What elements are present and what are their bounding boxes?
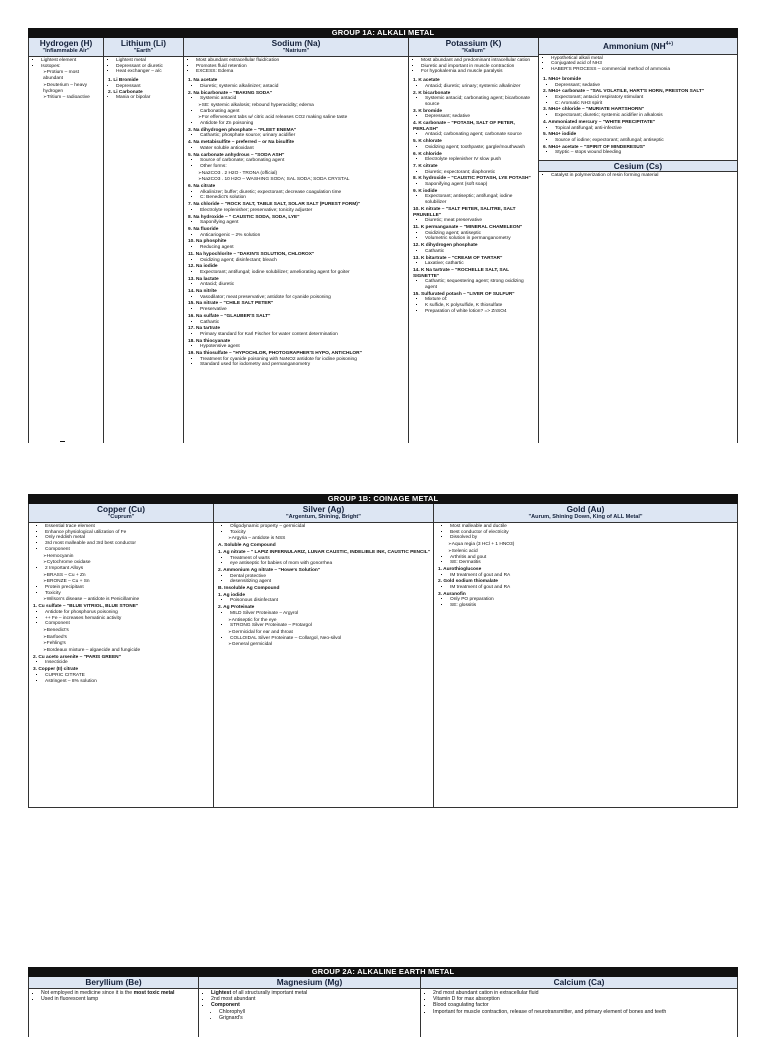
list-item: ▪ Best conductor of electricity	[450, 530, 734, 536]
list-item: ▪ eye antiseptic for babies of mom with gonorrhea	[230, 561, 430, 567]
list-item: ▪ Antacid; diuretic	[200, 282, 405, 288]
group-1b-section	[28, 494, 738, 808]
list-item: 6. K chloride	[413, 151, 442, 157]
group-1a-banner: GROUP 1A: ALKALI METAL	[28, 28, 738, 38]
list-item: 3. K bromide	[413, 108, 443, 114]
list-item: ▪ Cathartic	[200, 320, 405, 326]
cesium-body	[539, 172, 737, 179]
list-item: 7. Na chloride – "ROCK SALT, TABLE SALT, SOLAR SALT (PUREST FORM)"	[188, 202, 361, 208]
list-item: ▪ Antidote for Zn poisoning	[200, 121, 405, 127]
calcium-body	[421, 989, 737, 1015]
list-item: ▪ 2nd most abundant cation in extracellular fluid	[433, 990, 734, 996]
list-item: ➢ BRONZE – Cu + Sn	[43, 578, 210, 585]
list-item: ▪ ++ Fe – increases hematinic activity	[45, 616, 210, 622]
cesium-header: Cesium (Cs)	[539, 160, 737, 172]
sodium-subtitle: "Natrium"	[282, 48, 310, 54]
list-item: ➢ SE: systemic alkalosis; rebound hyperacidity; edema	[198, 102, 405, 109]
list-item: 18. Na thiocyanate	[188, 338, 231, 344]
list-item: ▪ Source of iodine; expectorant; antifungal; antiseptic	[555, 138, 734, 144]
list-item: ▪ Toxicity	[230, 530, 430, 536]
lithium-header	[104, 38, 183, 57]
list-item: ▪ 2nd most abundant	[211, 996, 417, 1002]
hydrogen-column	[29, 38, 104, 443]
list-item: ▪ Oligodynamic property – germicidal	[230, 524, 430, 530]
list-item: 5. Na carbonate anhydrous – "SODA ASH"	[188, 152, 285, 158]
list-item: ▪ Treatment of warts	[230, 556, 430, 562]
beryllium-name: Beryllium (Be)	[85, 977, 142, 987]
list-item: 2. Ammonium Ag nitrate – "Howe's Solution"	[218, 567, 321, 573]
list-item: ➢ Hemocyanin	[43, 553, 210, 560]
list-item: ▪ Oxidizing agent; antiseptic	[425, 231, 535, 237]
list-item: 2. Li Carbonate	[108, 89, 143, 95]
calcium-name: Calcium (Ca)	[553, 977, 605, 987]
list-item: ▪ Protein precipitant	[45, 585, 210, 591]
gold-header	[434, 504, 737, 523]
list-item: ▪ Electrolyte replenisher IV slow push	[425, 157, 535, 163]
lithium-body	[104, 57, 183, 101]
list-item: ▪ Primary standard for Karl Fischer for water content determination	[200, 332, 405, 338]
list-item: 1. Aurothioglucose	[438, 566, 482, 572]
lithium-column	[104, 38, 184, 443]
list-item: ▪ Expectorant; antacid respiratory stimulant	[555, 95, 734, 101]
list-item: ▪ Preparation of white lotion? => ZnSO4	[425, 309, 535, 315]
copper-subtitle: "Cuprum"	[107, 514, 135, 520]
list-item: ▪ Styptic – stops wound bleeding	[555, 150, 734, 156]
list-item: ▪ Conjugated acid of NH3	[551, 61, 734, 67]
list-item: 13. K bitartrate – "CREAM OF TARTAR"	[413, 255, 503, 261]
list-item: ▪ Toxicity	[45, 591, 210, 597]
list-item: 8. Na hydroxide – " CAUSTIC SODA, SODA, LYE"	[188, 214, 300, 220]
sodium-column	[184, 38, 409, 443]
group-1b-banner: GROUP 1B: COINAGE METAL	[28, 494, 738, 504]
group-1b-grid	[28, 504, 738, 808]
list-item: 17. Na tartrate	[188, 326, 220, 332]
ammonium-body	[539, 55, 737, 156]
list-item: A. Soluble Ag Compound	[218, 543, 276, 549]
list-item: ▪ MILD Silver Proteinate – Argyrol	[230, 611, 430, 617]
list-item: ➢ Deuterium – heavy hydrogen	[43, 82, 100, 94]
list-item: ▪ Catalyst in polymerization of resin forming material	[551, 173, 734, 179]
list-item: ▪ Important for muscle contraction, release of neurotransmitter, and primary element of bones and teeth	[433, 1009, 734, 1015]
gold-column	[434, 504, 737, 807]
magnesium-body	[199, 989, 420, 1021]
copper-column	[29, 504, 214, 807]
list-item: ▪ Insecticide	[45, 660, 210, 666]
potassium-column	[409, 38, 539, 443]
gold-body	[434, 523, 737, 609]
silver-subtitle: "Argentum, Shining, Bright"	[286, 514, 361, 520]
group-2a-banner: GROUP 2A: ALKALINE EARTH METAL	[28, 967, 738, 977]
list-item: ▪ Volumetric solution in permanganometry	[425, 236, 535, 242]
potassium-body	[409, 57, 538, 315]
list-item: ▪ EXCESS: Edema	[196, 69, 405, 75]
list-item: ▪ Vitamin D for max absorption	[433, 996, 734, 1002]
list-item: ▪ IM treatment of gout and RA	[450, 573, 734, 579]
list-item: 4. K carbonate – "POTASH, SALT OF PETER, PERLASH"	[413, 121, 515, 132]
list-item: ▪ Blood coagulating factor	[433, 1002, 734, 1008]
calcium-header	[421, 977, 737, 989]
list-item: ▪ Most abundant extracellular fluid/cation	[196, 58, 405, 64]
hydrogen-body	[29, 57, 103, 101]
list-item: 11. Na hypochlorite – "DAKIN'S SOLUTION, CHLOROX"	[188, 251, 315, 257]
list-item: 2. Cu aceto arsenite – "PARIS GREEN"	[33, 654, 121, 660]
list-item: • Mania or bipolar	[116, 95, 180, 101]
potassium-name: Potassium (K)	[445, 38, 502, 48]
list-item: ➢ Barfoed's	[43, 634, 210, 641]
list-item: ▪ Component	[45, 621, 210, 627]
list-item: ▪ Reducing agent	[200, 245, 405, 251]
list-item: ▪ Water soluble antioxidant	[200, 146, 405, 152]
list-item: 3. Na dihydrogen phosphate – "FLEET ENEMA"	[188, 127, 297, 133]
magnesium-column	[199, 977, 421, 1037]
list-item: 3. NH4+ chloride – "MURIATE HARTSHORN"	[543, 107, 645, 113]
copper-header	[29, 504, 213, 523]
list-item: ▪ 3rd most malleable and 3rd best conductor	[45, 541, 210, 547]
silver-column	[214, 504, 434, 807]
list-item: ▪ HABER'S PROCESS – commercial method of ammonia	[551, 67, 734, 73]
list-item: ▪ Lightest metal	[116, 58, 180, 64]
list-item: ▪ Topical antifungal; anti-infective	[555, 126, 734, 132]
list-item: ➢ Tritium – radioactive	[43, 94, 100, 101]
ammonium-name	[539, 40, 737, 51]
copper-name: Copper (Cu)	[97, 504, 145, 514]
list-item: 12. K dihydrogen phosphate	[413, 243, 478, 249]
silver-body	[214, 523, 433, 648]
list-item: 3. Auranofin	[438, 591, 466, 597]
list-item: ▪ K sulfide, K polysulfide, K thiosulfate	[425, 303, 535, 309]
list-item: ➢ Protium – most abundant	[43, 69, 100, 81]
stray-dash	[60, 441, 65, 442]
list-item: 5. K chlorate	[413, 139, 442, 145]
list-item: ▪ Only PO preparation	[450, 597, 734, 603]
list-item: ▪ 2 Important Alloys	[45, 566, 210, 572]
hydrogen-header	[29, 38, 103, 57]
list-item: ➢ Na2CO3 . 10 H2O – WASHING SODA; SAL SODA; SODA CRYSTAL	[198, 176, 405, 183]
list-item: ▪ Diuretic and important in muscle contraction	[421, 64, 535, 70]
beryllium-header	[29, 977, 198, 989]
list-item: ➢ For effervescent tabs w/ citric acid releases CO2 making saline taste	[198, 114, 405, 121]
sodium-body	[184, 57, 408, 368]
list-item: ▪ Standard used for iodometry and permanganometry	[200, 362, 405, 368]
list-item: ▪ Component	[45, 547, 210, 553]
list-item: ▪ Expectorant; antiseptic; antifungal; iodine solubilizer	[425, 194, 535, 205]
list-item: ▪ Not employed in medicine since it is the most toxic metal	[41, 990, 195, 996]
gold-subtitle: "Aurum, Shining Down, King of ALL Metal"	[528, 514, 643, 520]
list-item: 1. K acetate	[413, 78, 440, 84]
list-item: ▪ Depressant; sedative	[425, 114, 535, 120]
list-item: 11. K permanganate – "MINERAL CHAMELEON"	[413, 224, 523, 230]
list-item: ▪ Most malleable and ductile	[450, 524, 734, 530]
list-item: ▪ Used in fluorescent lamp	[41, 996, 195, 1002]
copper-body	[29, 523, 213, 684]
list-item: 2. Ag Proteinate	[218, 605, 255, 611]
lithium-subtitle: "Earth"	[133, 48, 154, 54]
list-item: • Depressant	[116, 84, 180, 90]
beryllium-column	[29, 977, 199, 1037]
list-item: ▪ Cathartic; sequestering agent; strong oxidizing agent	[425, 279, 535, 290]
list-item: 2. Gold sodium thiomalate	[438, 579, 498, 585]
list-item: ▪ Diuretic; systemic alkalinizer; antacid	[200, 84, 405, 90]
list-item: ➢ BRASS – Cu + Zn	[43, 572, 210, 579]
list-item: ▪ Laxative; cathartic	[425, 261, 535, 267]
list-item: ▪ C: Aromatic NH3 spirit	[555, 101, 734, 107]
list-item: ➢ Fehling's	[43, 640, 210, 647]
list-item: ➢ Cytochrome oxidase	[43, 559, 210, 566]
list-item: 3. Copper (II) citrate	[33, 667, 79, 673]
list-item: ▪ Other forms:	[200, 164, 405, 170]
list-item: ▪ Component	[211, 1002, 417, 1008]
list-item: ▪ Lightest element	[41, 58, 100, 64]
list-item: 9. K iodide	[413, 188, 438, 194]
list-item: 4. Ammoniated mercury – "WHITE PRECIPITATE"	[543, 119, 656, 125]
gold-name: Gold (Au)	[566, 504, 605, 514]
magnesium-header	[199, 977, 420, 989]
list-item: 1. Ag iodide	[218, 592, 246, 598]
list-item: 1. Cu sulfate – "BLUE VITRIOL, BLUE STONE"	[33, 604, 139, 610]
list-item: ▪ Preservative	[200, 307, 405, 313]
list-item: 15. Na nitrate – "CHILE SALT PETER"	[188, 301, 274, 307]
list-item: ➢ Germicidal for ear and throat	[228, 629, 430, 636]
list-item: ➢ General germicidal	[228, 641, 430, 648]
list-item: ▪ STRONG Silver Proteinate – Protargol	[230, 623, 430, 629]
list-item: ▪ Dissolved by	[450, 535, 734, 541]
group-1a-section	[28, 28, 738, 443]
list-item: 14. Na nitrite	[188, 289, 217, 295]
list-item: ▪ Depressant; sedative	[555, 83, 734, 89]
list-item: ▪ For hypokalemia and muscle paralysis	[421, 69, 535, 75]
list-item: 4. Na metabisulfite – preferred – or Na bisulfite	[188, 140, 295, 146]
list-item: 15. Sulfurated potash – "LIVER OF SULFUR"	[413, 291, 515, 297]
group-2a-grid	[28, 977, 738, 1037]
list-item: ▪ Saponifying agent	[200, 220, 405, 226]
list-item: ▪ Isotopes:	[41, 64, 100, 70]
list-item: 2. Na bicarbonate – "BAKING SODA"	[188, 90, 272, 96]
list-item: ▪ Systemic antacid	[200, 96, 405, 102]
list-item: ➢ Benedict's	[43, 627, 210, 634]
list-item: ▪ Systemic antacid; carbonating agent; bicarbonate source	[425, 96, 535, 107]
list-item: 16. Na sulfate – "GLAUBER'S SALT"	[188, 313, 271, 319]
list-item: ▪ Arthritis and gout	[450, 555, 734, 561]
list-item: ▪ Expectorant; diuretic; systemic acidifier in alkalosis	[555, 113, 734, 119]
list-item: 7. K citrate	[413, 163, 438, 169]
list-item: ▪ Only reddish metal	[45, 535, 210, 541]
list-item: ▪ Poisonous disinfectant	[230, 598, 430, 604]
list-item: 2. K bicarbonate	[413, 90, 451, 96]
beryllium-body	[29, 989, 198, 1002]
list-item: 12. Na iodide	[188, 264, 218, 270]
list-item: ▪ Hypotensive agent	[200, 344, 405, 350]
list-item: 1. NH4+ bromide	[543, 76, 581, 82]
group-1a-grid	[28, 38, 738, 443]
sodium-header	[184, 38, 408, 57]
potassium-subtitle: "Kalium"	[461, 48, 486, 54]
list-item: 2. NH4+ carbonate – "SAL VOLATILE, HART'S HORN, PRESTON SALT"	[543, 89, 705, 95]
list-item: 6. NH4+ acetate – "SPIRIT OF MINDERESUS"	[543, 144, 646, 150]
list-item: ➢ Argyria – antidote is NSS	[228, 535, 430, 542]
list-item: 8. K hydroxide – "CAUSTIC POTASH, LYE POTASH"	[413, 176, 531, 182]
list-item: 14. K Na tartrate – "ROCHELLE SALT, SAL SIGNETTE"	[413, 267, 509, 279]
list-item: ➢ Aqua regia (3 HCl + 1 HNO3)	[448, 541, 734, 548]
list-item: ▪ SE: Dermatitis	[450, 560, 734, 566]
list-item: ▪ IM treatment of gout and RA	[450, 585, 734, 591]
list-item: ➢ Antiseptic for the eye	[228, 617, 430, 624]
magnesium-name: Magnesium (Mg)	[276, 977, 343, 987]
silver-name: Silver (Ag)	[302, 504, 345, 514]
list-item: • Chlorophyll	[219, 1009, 417, 1015]
list-item: ▪ Diuretic; expectorant; diaphoretic	[425, 170, 535, 176]
list-item: ➢ Bordeaux mixture – algaecide and fungicide	[43, 647, 210, 654]
list-item: ▪ Diuretic; meat preservative	[425, 218, 535, 224]
list-item: ▪ Enhance physiological utilization of Fe	[45, 530, 210, 536]
list-item: ➢ Na2CO3 . 2 H2O - TRONA (official)	[198, 170, 405, 177]
list-item: ▪ Antacid; diuretic; urinary; systemic alkalinizer	[425, 84, 535, 90]
list-item: 10. Na phosphite	[188, 239, 227, 245]
list-item: ▪ Electrolyte replenisher; preservative; tonicity adjuster	[200, 208, 405, 214]
sodium-name: Sodium (Na)	[271, 38, 321, 48]
list-item: ▪ Promotes fluid retention	[196, 64, 405, 70]
list-item: 9. Na fluoride	[188, 226, 219, 232]
list-item: ▪ Depressant or diuretic	[116, 64, 180, 70]
list-item: ▪ Astringent – 8% solution	[45, 679, 210, 685]
list-item: ▪ COLLOIDAL Silver Proteinate – Collargol, Neo-silvol	[230, 636, 430, 642]
list-item: ▪ desensitizing agent	[230, 579, 430, 585]
list-item: 1. Ag nitrate – " LAPIZ INFERNULARIZ, LUNAR CAUSTIC, INDELIBLE INK, CAUSTIC PENCIL"	[218, 549, 430, 555]
ammonium-header	[539, 38, 737, 55]
list-item: 1. Na acetate	[188, 78, 218, 84]
list-item: ▪ Antacid; carbonating agent; carbonate source	[425, 132, 535, 138]
list-item: • Grignard's	[219, 1015, 417, 1021]
list-item: ▪ Essential trace element	[45, 524, 210, 530]
calcium-column	[421, 977, 737, 1037]
list-item: ▪ Carbonating agent	[200, 109, 405, 115]
list-item: ▪ Lightest of all structurally important metal	[211, 990, 417, 996]
silver-header	[214, 504, 433, 523]
list-item: ▪ Most abundant and predominant intracellular cation	[421, 58, 535, 64]
list-item: 19. Na thiosulfate – "HYPOCHLOR, PHOTOGRAPHER'S HYPO, ANTICHLOR"	[188, 351, 362, 357]
list-item: 13. Na lactate	[188, 276, 219, 282]
list-item: ▪ Oxidizing agent; toothpaste; gargle/mouthwash	[425, 145, 535, 151]
list-item: ▪ Mixture of:	[425, 297, 535, 303]
ammonium-column	[539, 38, 737, 443]
list-item: ▪ Cathartic; phosphate source; urinary acidifier	[200, 133, 405, 139]
group-2a-section	[28, 967, 738, 1037]
list-item: ➢ Wilson's disease – antidote is Penicillamine	[43, 596, 210, 603]
potassium-header	[409, 38, 538, 57]
list-item: ▪ Heat exchanger – a/c	[116, 69, 180, 75]
list-item: ▪ Source of carbonate; carbonating agent	[200, 158, 405, 164]
hydrogen-name: Hydrogen (H)	[39, 38, 93, 48]
list-item: B. Insoluble Ag Compound	[218, 586, 280, 592]
list-item: 1. Li Bromide	[108, 78, 139, 84]
list-item: ▪ Antidote for phosphorus poisoning	[45, 610, 210, 616]
list-item: ▪ Saponifying agent (soft soap)	[425, 182, 535, 188]
list-item: 10. K nitrate – "SALT PETER, SALITRE, SALT PRUNELLE"	[413, 206, 516, 218]
list-item: ▪ Dental protective	[230, 574, 430, 580]
list-item: ▪ C: Benedict's solution	[200, 195, 405, 201]
list-item: ▪ CUPRIC CITRATE	[45, 673, 210, 679]
list-item: 5. NH4+ iodide	[543, 132, 577, 138]
list-item: ▪ SE: glossitis	[450, 603, 734, 609]
ammonium-charge: 4+)	[665, 41, 674, 47]
list-item: ▪ Hypothetical alkali metal	[551, 56, 734, 62]
list-item: ▪ Oxidizing agent; disinfectant; bleach	[200, 258, 405, 264]
list-item: ▪ Cathartic	[425, 249, 535, 255]
list-item: ▪ Alkalinizer; buffer; diuretic; expectorant; decrease coagulation time	[200, 190, 405, 196]
list-item: ▪ Vasodilator; meat preservative; antidote for cyanide poisoning	[200, 295, 405, 301]
ammonium-name-text: Ammonium (NH	[602, 40, 666, 51]
lithium-name: Lithium (Li)	[120, 38, 167, 48]
list-item: 6. Na citrate	[188, 184, 216, 190]
hydrogen-subtitle: "Inflammable Air"	[42, 48, 90, 54]
list-item: ▪ Expectorant; antifungal; iodine solubilizer; ameliorating agent for goiter	[200, 270, 405, 276]
list-item: ▪ Anticariogenic – 2% solution	[200, 233, 405, 239]
list-item: ➢ Selenic acid	[448, 548, 734, 555]
list-item: ▪ Treatment for cyanide poisoning with NaNO2 antidote for iodine poisoning	[200, 357, 405, 363]
